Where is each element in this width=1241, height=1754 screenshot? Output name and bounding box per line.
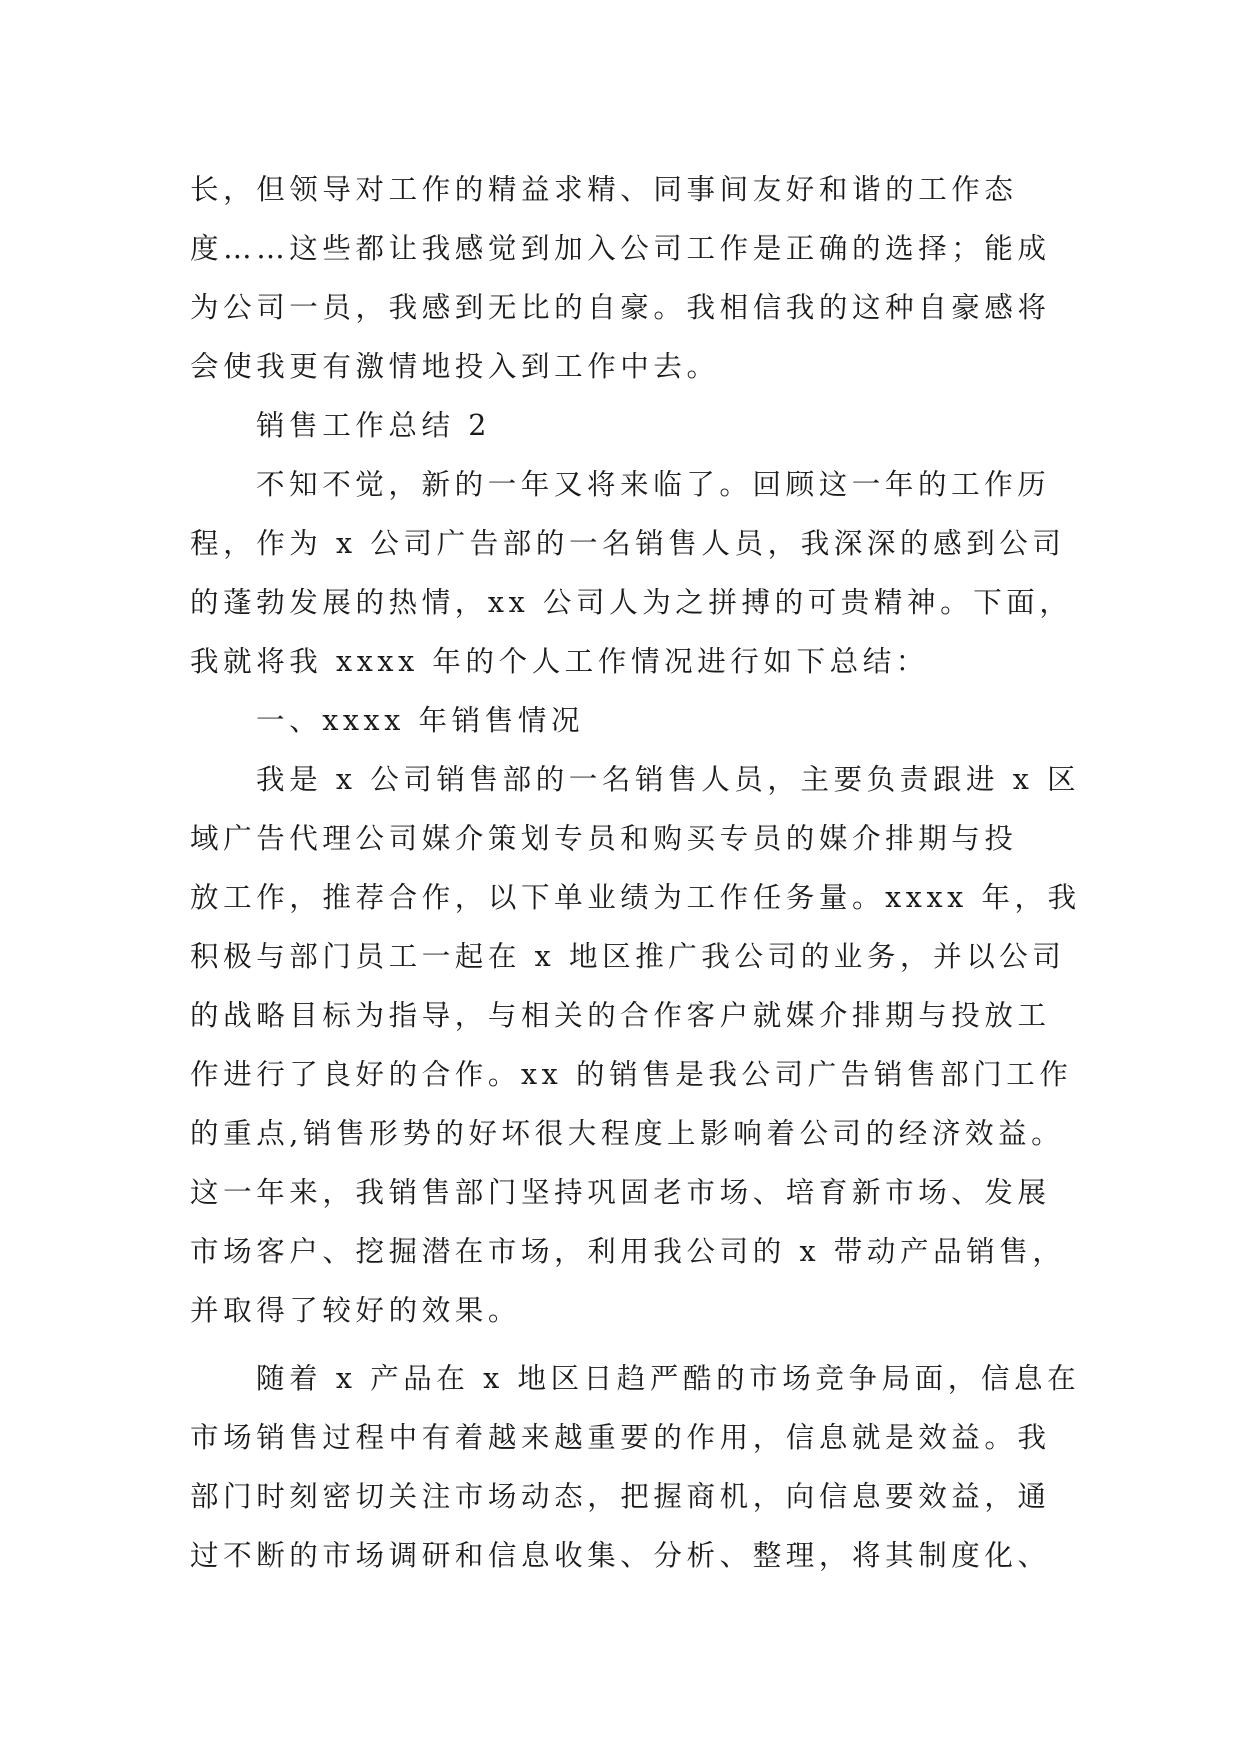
text-line: 长，但领导对工作的精益求精、同事间友好和谐的工作态 bbox=[190, 173, 1018, 206]
text-line: 域广告代理公司媒介策划专员和购买专员的媒介排期与投 bbox=[190, 822, 1018, 855]
paragraph-start-line: 不知不觉，新的一年又将来临了。回顾这一年的工作历 bbox=[256, 468, 1051, 501]
text-line: 这一年来，我销售部门坚持巩固老市场、培育新市场、发展 bbox=[190, 1176, 1051, 1209]
text-line: 的蓬勃发展的热情，xx 公司人为之拼搏的可贵精神。下面， bbox=[190, 586, 1073, 619]
paragraph-start-line: 我是 x 公司销售部的一名销售人员，主要负责跟进 x 区 bbox=[256, 763, 1081, 796]
text-line: 过不断的市场调研和信息收集、分析、整理，将其制度化、 bbox=[190, 1539, 1051, 1572]
text-line: 部门时刻密切关注市场动态，把握商机，向信息要效益，通 bbox=[190, 1480, 1051, 1513]
text-line: 会使我更有激情地投入到工作中去。 bbox=[190, 350, 720, 383]
text-line: 度……这些都让我感觉到加入公司工作是正确的选择；能成 bbox=[190, 232, 1051, 265]
text-line: 积极与部门员工一起在 x 地区推广我公司的业务，并以公司 bbox=[190, 940, 1066, 973]
text-line: 并取得了较好的效果。 bbox=[190, 1294, 522, 1327]
paragraph-gap bbox=[190, 1340, 1050, 1349]
text-line: 市场客户、挖掘潜在市场，利用我公司的 x 带动产品销售， bbox=[190, 1235, 1066, 1268]
text-line: 放工作，推荐合作，以下单业绩为工作任务量。xxxx 年，我 bbox=[190, 881, 1081, 914]
text-line: 的重点,销售形势的好坏很大程度上影响着公司的经济效益。 bbox=[190, 1117, 1065, 1150]
text-line: 程，作为 x 公司广告部的一名销售人员，我深深的感到公司 bbox=[190, 527, 1066, 560]
subsection-heading: 一、xxxx 年销售情况 bbox=[256, 704, 585, 737]
text-line: 我就将我 xxxx 年的个人工作情况进行如下总结： bbox=[190, 645, 929, 678]
text-line: 作进行了良好的合作。xx 的销售是我公司广告销售部门工作 bbox=[190, 1058, 1073, 1091]
document-body bbox=[190, 160, 1081, 1585]
text-line: 的战略目标为指导，与相关的合作客户就媒介排期与投放工 bbox=[190, 999, 1051, 1032]
text-line: 市场销售过程中有着越来越重要的作用，信息就是效益。我 bbox=[190, 1421, 1051, 1454]
section-heading: 销售工作总结 2 bbox=[256, 409, 491, 442]
paragraph-start-line: 随着 x 产品在 x 地区日趋严酷的市场竞争局面，信息在 bbox=[256, 1362, 1081, 1395]
text-line: 为公司一员，我感到无比的自豪。我相信我的这种自豪感将 bbox=[190, 291, 1051, 324]
